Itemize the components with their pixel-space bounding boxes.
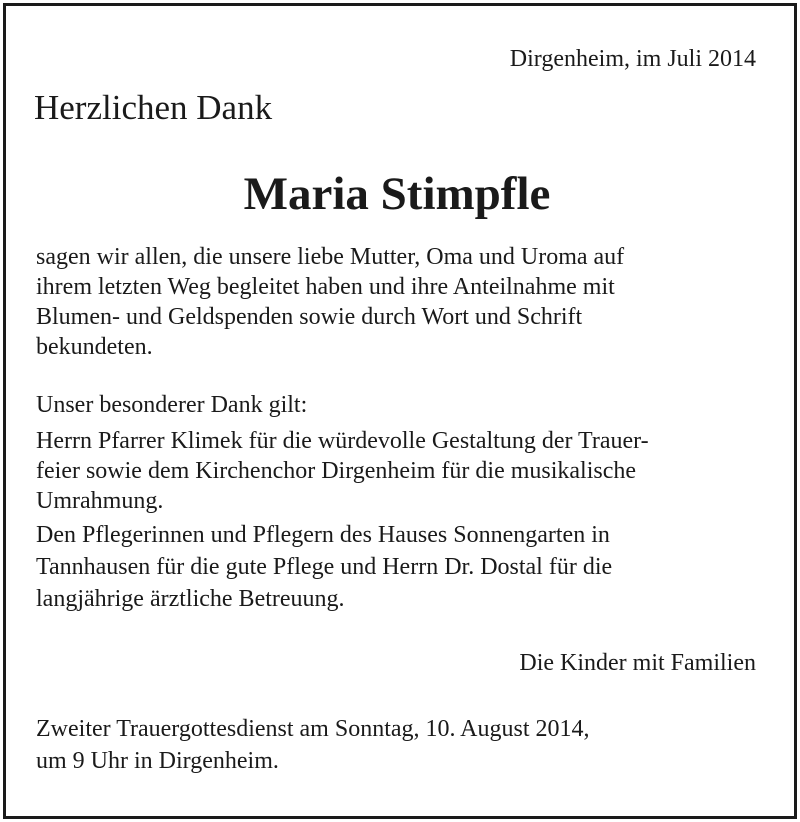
thanks-line: Tannhausen für die gute Pflege und Herrn Dr. Dostal für die	[36, 554, 613, 580]
thanks-line: feier sowie dem Kirchenchor Dirgenheim für die musikalische	[36, 458, 637, 484]
thanks-title: Unser besonderer Dank gilt:	[36, 392, 308, 418]
service-line: um 9 Uhr in Dirgenheim.	[36, 748, 279, 774]
service-line: Zweiter Trauergottesdienst am Sonntag, 10. August 2014,	[36, 716, 590, 742]
thanks-line: Den Pflegerinnen und Pflegern des Hauses Sonnengarten in	[36, 522, 610, 548]
thanks-line: langjährige ärztliche Betreuung.	[36, 586, 345, 612]
signature: Die Kinder mit Familien	[519, 650, 756, 676]
deceased-name: Maria Stimpfle	[243, 168, 551, 220]
heading: Herzlichen Dank	[34, 88, 273, 127]
intro-line: bekundeten.	[36, 334, 153, 360]
intro-line: Blumen- und Geldspenden sowie durch Wort und Schrift	[36, 304, 583, 330]
intro-line: sagen wir allen, die unsere liebe Mutter, Oma und Uroma auf	[36, 244, 625, 270]
place-date: Dirgenheim, im Juli 2014	[509, 46, 756, 72]
thanks-line: Herrn Pfarrer Klimek für die würdevolle Gestaltung der Trauer-	[36, 428, 649, 454]
intro-line: ihrem letzten Weg begleitet haben und ihre Anteilnahme mit	[36, 274, 615, 300]
thanks-line: Umrahmung.	[36, 488, 164, 514]
